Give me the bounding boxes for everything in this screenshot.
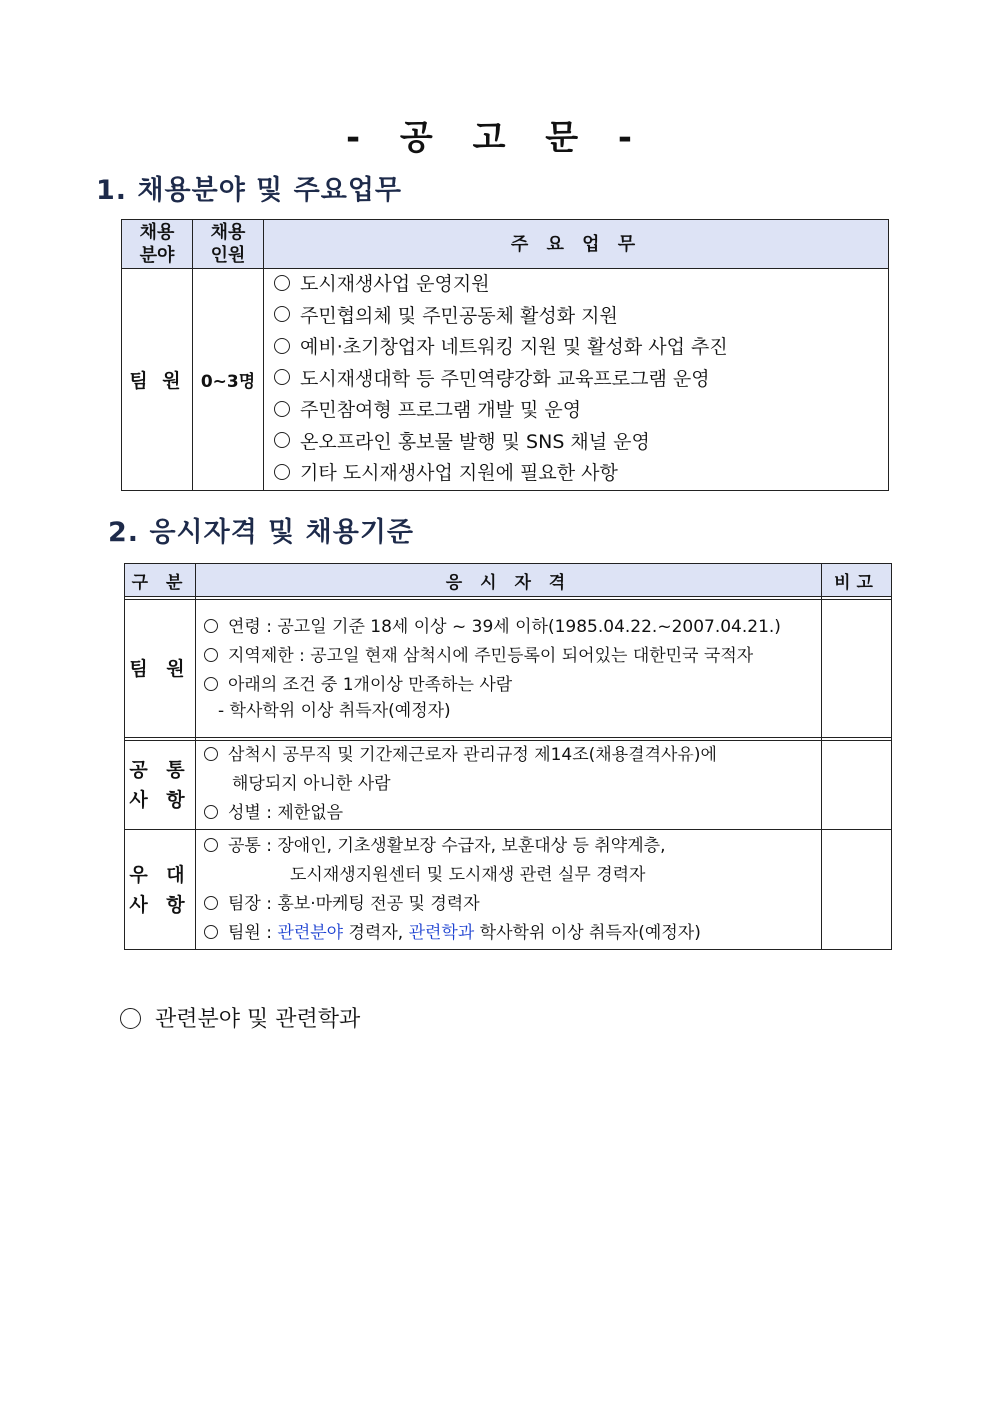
circle-bullet-icon [274,432,290,448]
preference-qualification: 공통 : 장애인, 기초생활보장 수급자, 보훈대상 등 취약계층, 도시재생지원센터 및 도시재생 관련 실무 경력자 팀장 : 홍보·마케팅 전공 및 경력자 팀원 : 관련분야 경력자, 관련학과 학사학위 이상 취득자(예정자) [196,830,822,950]
circle-bullet-icon [204,619,218,633]
list-item: 팀원 : 관련분야 경력자, 관련학과 학사학위 이상 취득자(예정자) [204,919,821,948]
list-item: 도시재생사업 운영지원 [274,269,888,301]
list-item: 기타 도시재생사업 지원에 필요한 사항 [274,458,888,490]
section1-heading: 1. 채용분야 및 주요업무 [96,175,402,206]
list-item: 연령 : 공고일 기준 18세 이상 ~ 39세 이하(1985.04.22.~2007.04.21.) [204,613,821,642]
list-item: 온오프라인 홍보물 발행 및 SNS 채널 운영 [274,427,888,459]
common-label: 공 통 사 항 [125,741,196,830]
circle-bullet-icon [204,747,218,761]
duties-cell [264,269,889,491]
circle-bullet-icon [274,464,290,480]
list-item: 삼척시 공무직 및 기간제근로자 관리규정 제14조(채용결격사유)에 [204,741,821,770]
list-item: 아래의 조건 중 1개이상 만족하는 사람 [204,671,821,700]
preference-label: 우 대 사 항 [125,830,196,950]
count-cell: 0~3명 [193,269,264,491]
member-note [822,600,892,738]
common-qualification: 삼척시 공무직 및 기간제근로자 관리규정 제14조(채용결격사유)에 해당되지 아니한 사람 성별 : 제한없음 [196,741,822,830]
circle-bullet-icon [274,338,290,354]
list-item: 지역제한 : 공고일 현재 삼척시에 주민등록이 되어있는 대한민국 국적자 [204,642,821,671]
section2-heading: 2. 응시자격 및 채용기준 [108,517,414,548]
list-item: 주민참여형 프로그램 개발 및 운영 [274,395,888,427]
circle-bullet-icon [204,648,218,662]
circle-bullet-icon [204,896,218,910]
circle-bullet-icon [274,401,290,417]
list-item: 예비·초기창업자 네트워킹 지원 및 활성화 사업 추진 [274,332,888,364]
qualification-table [124,563,892,950]
preference-note [822,830,892,950]
circle-bullet-icon [274,275,290,291]
circle-bullet-icon [274,306,290,322]
circle-bullet-icon [204,925,218,939]
circle-bullet-icon [204,805,218,819]
list-item: 팀장 : 홍보·마케팅 전공 및 경력자 [204,890,821,919]
circle-bullet-icon [120,1008,141,1029]
circle-bullet-icon [204,838,218,852]
member-label: 팀 원 [125,600,196,738]
field-cell: 팀 원 [122,269,193,491]
header-note: 비고 [822,564,892,597]
list-item: 성별 : 제한없음 [204,799,821,828]
list-item: 주민협의체 및 주민공동체 활성화 지원 [274,301,888,333]
circle-bullet-icon [274,369,290,385]
page-title: - 공 고 문 - [345,118,647,158]
list-item: 공통 : 장애인, 기초생활보장 수급자, 보훈대상 등 취약계층, [204,832,821,861]
header-category: 구 분 [125,564,196,597]
list-item: 도시재생대학 등 주민역량강화 교육프로그램 운영 [274,364,888,396]
circle-bullet-icon [204,677,218,691]
sub-item: - 학사학위 이상 취득자(예정자) [218,701,451,721]
related-fields-note: 관련분야 및 관련학과 [120,1002,360,1033]
common-note [822,741,892,830]
header-field: 채용 분야 [122,220,193,269]
header-duties: 주 요 업 무 [264,220,889,269]
header-qualification: 응 시 자 격 [196,564,822,597]
duties-table [121,219,889,491]
member-qualification [196,600,822,738]
header-count: 채용 인원 [193,220,264,269]
